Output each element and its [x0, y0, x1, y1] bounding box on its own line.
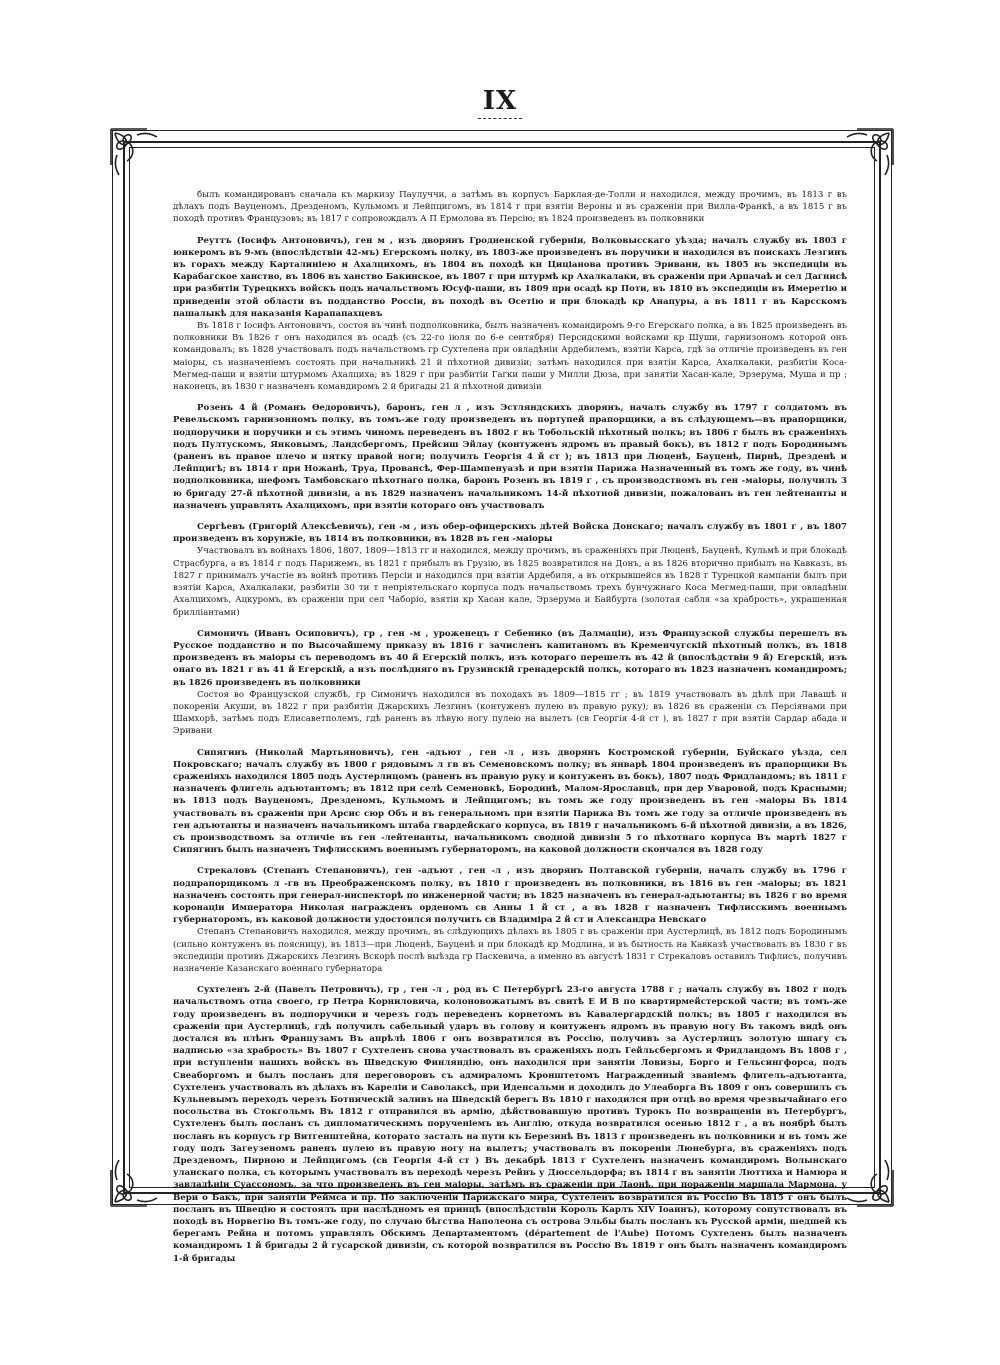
paragraph: Розенъ 4 й (Романъ Ѳедоровичъ), баронъ, ген л , изъ Эстляндскихъ дворянъ, началъ службу въ 1797 г солдатомъ въ Ревельскомъ гарнизонномъ полку, въ томъ-же году произведенъ въ портупей прапорщики, а въ слѣдующемъ—въ прапорщики, подпоручики и поручики и съ этимъ чиномъ переведенъ въ 1802 г въ Тобольскій пѣхотный полкъ; въ 1806 г былъ въ сраженіяхъ подъ Пултускомъ, Янковымъ, Ландсбергомъ, Прейсиш Эйлау (контуженъ ядромъ въ правый бокъ), въ 1812 г подъ Бородинымъ (раненъ въ правое плечо и пятку правой ноги; получилъ Георгія 4 й ст ); въ 1813 при Люценѣ, Бауценѣ, Пирнѣ, Дрезденѣ и Лейпцигѣ; въ 1814 г при Ножанѣ, Труа, Провансѣ, Фер-Шампенуазѣ и при взятіи Парижа Назначенный въ томъ же году, въ чинѣ подполковника, шефомъ Тамбовскаго пѣхотнаго полка, баронъ Розенъ въ 1819 г , съ производствомъ въ ген -маіоры, получилъ 3 ю бригаду 27-й пѣхотной дивизіи, а въ 1829 назначенъ начальникомъ 14-й пѣхотной дивизіи, пожалованъ въ ген лейтенанты и назначенъ управлять Ахалцихомъ, при взятіи котораго онъ участвовалъ: [173, 403, 847, 511]
paragraph: Сухтеленъ 2-й (Павелъ Петровичъ), гр , ген -л , род въ С Петербургѣ 23-го августа 1788 г ; началъ службу въ 1802 г подъ начальствомъ отца своего, гр Петра Корниловича, колоновожатымъ въ свитѣ Е И В по квартирмейстерской части; въ томъ-же году произведенъ въ подпоручики и черезъ годъ переведенъ корнетомъ въ Кавалергардскій полкъ; въ 1805 г находился въ сраженіи при Аустерлицѣ, гдѣ получилъ сабельный ударъ въ голову и контуженъ ядромъ въ правую ногу Въ такомъ видѣ онъ достался въ плѣнъ Французамъ Въ апрѣлѣ 1806 г онъ возвратился въ Россію, получивъ за Аустерлицъ золотую шпагу съ надписью «за храбрость» Въ 1807 г Сухтеленъ снова участвовалъ въ сраженіяхъ подъ Гейльсбергомъ и Фридландомъ Въ 1808 г , при вступленіи нашихъ войскъ въ Шведскую Финляндію, онъ находился при занятіи Ловизы, Борго и Гельсингфорса, подъ Свеаборгомъ и былъ посланъ для переговоровъ съ адмираломъ Кронштетомъ Награжденный званіемъ флигель-адъютанта, Сухтеленъ участвовалъ въ дѣлахъ въ Кареліи и Саволаксѣ, при Иденсальми и доходилъ до Улеаборга Въ 1809 г онъ совершилъ съ Кульневымъ переходъ черезъ Ботническій заливъ на Шведскій берегъ Въ 1810 г находился при отцѣ во время чрезвычайнаго его посольства въ Стокгольмъ Въ 1812 г отправился въ армію, дѣйствовавшую противъ Турокъ По возвращеніи въ Петербургъ, Сухтеленъ былъ посланъ съ дипломатическимъ порученіемъ въ Англію, откуда возвратился осенью 1812 г , а въ ноябрѣ былъ посланъ въ корпусъ гр Витгенштейна, которато засталъ на пути къ Березинѣ Въ 1813 г произведенъ въ полковники и въ томъ же году подъ Загеузеномъ раненъ пулею въ правую ногу на вылетъ; участвовалъ въ покореніи Люнебурга, въ сраженіяхъ подъ Дрезденомъ, Пирною и Лейпцигомъ (св Георгія 4-й ст ) Въ декабрѣ 1813 г Сухтеленъ назначенъ командиромъ Волынскаго уланскаго полка, съ которымъ участвовалъ въ переходѣ черезъ Рейнъ у Дюссельдорфа; въ 1814 г въ занятіи Люттиха и Намюра и завладѣніи Суассономъ, за что произведенъ въ ген маіоры, затѣмъ въ сраженіи при Лаонѣ, при пораженіи маршала Мармона, у Вери о Бакъ, при занятіи Реймса и пр. По заключеніи Парижскаго мира, Сухтеленъ возвратился въ Россію Въ 1815 г онъ былъ посланъ въ Швецію и состоялъ при наслѣдномъ ея принцѣ (впослѣдствіи Король Карлъ XIV Іоаннъ), которому сопутствовалъ въ походѣ въ Норвегію Въ томъ-же году, по случаю бѣгства Наполеона съ острова Эльбы былъ посланъ къ Русской арміи, шедшей къ берегамъ Рейна и потомъ управлялъ Обскимъ Департаментомъ (département de l'Aube) Потомъ Сухтеленъ былъ назначенъ командиромъ 1 й бригады 2 й гусарской дивизіи, съ которой возвратился въ Россію Въ 1819 г онъ былъ назначенъ командиромъ 1-й бригады: [173, 985, 847, 1264]
page-body: [173, 189, 847, 1264]
entry-strekalov: [173, 865, 847, 975]
paragraph: Въ 1818 г Іосифъ Антоновичъ, состоя въ чинѣ подполковника, былъ назначенъ командиромъ 9-го Егерскаго полка, а въ 1825 произведенъ въ полковники Въ 1826 г онъ находился въ осадѣ (съ 22-го іюля по 6-е сентября) Персидскими войсками кр Шуши, гарнизономъ которой онъ командовалъ; въ 1828 участвовалъ подъ начальствомъ гр Сухтелена при овладѣніи Ардебилемъ, взятіи Карса, гдѣ за отличіе произведенъ въ ген маіоры, съ назначеніемъ состоять при начальникѣ 21 й пѣхотной дивизіи; затѣмъ находился при взятіи Карса, Ахалкалаки, разбитіи Коса-Мегмед-паши и взятіи штурмомъ Ахалциха; въ 1829 г при разбитіи Гагки паши у Милли Дюза, при занятіи Хасан-кале, Эрзерума, Муша и пр ; наконецъ, въ 1830 г назначенъ командиромъ 2 й бригады 21 й пѣхотной дивизіи: [173, 321, 847, 393]
paragraph: Состоя во Французской службѣ, гр Симоничъ находился въ походахъ въ 1809—1815 гг ; въ 1819 участвовалъ въ дѣлѣ при Лавашѣ и покореніи Акуши, въ 1822 г при разбитіи Джарскихъ Лезгинъ (контуженъ пулею въ правую руку); въ 1826 въ сраженіи съ Персіянами при Шамхорѣ, затѣмъ подъ Елисаветполемъ, гдѣ раненъ въ лѣвую ногу пулею на вылетъ (св Георгія 4-й ст ), въ 1827 г при взятіи Сардар абада и Эривани: [173, 689, 847, 737]
paragraph: Стрекаловъ (Степанъ Степановичъ), ген -адъют , ген -л , изъ дворянъ Полтавской губерніи, началъ службу въ 1796 г подпрапорщикомъ л -гв въ Преображенскомъ полку, въ 1810 г произведенъ въ полковники, въ 1816 въ ген -маіоры; въ 1821 назначенъ состоять при генерал-инспекторѣ по инженерной части; въ 1825 назначенъ въ генерал-адъютанты; въ 1826 г во время коронаціи Императора Николая награжденъ орденомъ св Анны 1 й ст , а въ 1828 г назначенъ Тифлисскимъ военнымъ губернаторомъ, въ каковой должности удостоился получить св Владиміра 2 й ст и Александра Невскаго: [173, 866, 847, 926]
corner-ornament-icon: [107, 1140, 177, 1210]
paragraph: былъ командированъ сначала къ маркизу Паулуччи, а затѣмъ въ корпусъ Барклая-де-Толли и находился, между прочимъ, въ 1813 г въ дѣлахъ подъ Вауценомъ, Дрезденомъ, Кульмомъ и Лейпцигомъ, въ 1814 г при взятіи Вероны и въ сраженіи при Вилла-Франкѣ, а въ 1815 г въ походѣ противъ Французовъ; въ 1817 г сопровождалъ А П Ермолова въ Персію; въ 1824 произведенъ въ полковники: [173, 190, 847, 225]
corner-ornament-icon: [107, 125, 177, 195]
page-frame: [112, 130, 892, 1264]
entry-sipyagin: [173, 747, 847, 857]
entry-sukhtelen: [173, 984, 847, 1265]
entry-continuation: [173, 189, 847, 226]
paragraph: Реуттъ (Іосифъ Антоновичъ), ген м , изъ дворянъ Гродненской губерніи, Волковысскаго уѣзда; началъ службу въ 1803 г юнкеромъ въ 9-мъ (впослѣдствіи 42-мъ) Егерскомъ полку, въ 1803-же произведенъ въ поручики и находился въ поискахъ Лезгинъ въ горахъ между Карталиніею и Ахалцихомъ, въ 1804 въ походѣ кн Циціанова противъ Эривани, въ 1805 въ экспедиціи въ Карабагское ханство, въ 1806 въ ханство Бакинское, въ 1807 г при штурмѣ кр Ахалкалаки, въ сраженіи при Арпачаѣ и сел Дагнисѣ при разбитіи Турецкихъ войскъ подъ начальствомъ Юсуф-паши, въ 1809 при осадѣ кр Поти, въ 1810 въ экспедиціи въ Имеретію и приведеніи этой области въ подданство Россіи, въ походѣ въ Осетію и при блокадѣ кр Анапуры, а въ 1811 г въ Карсскомъ пашалыкѣ для наказанія Карапапахцевъ: [173, 235, 847, 319]
entry-sergeev: [173, 521, 847, 619]
paragraph: Участвовалъ въ войнахъ 1806, 1807, 1809—1813 гг и находился, между прочимъ, въ сраженіяхъ при Люценѣ, Бауценѣ, Кульмѣ и при блокадѣ Страсбурга, а въ 1814 г подъ Парижемъ, въ 1821 г прибылъ въ Грузію, въ 1825 возвратился на Донъ, а въ 1826 вторично прибылъ на Кавказъ, въ 1827 г принималъ участіе въ войнѣ противъ Персіи и находился при взятіи Ардебиля, а въ открывшейся въ 1828 г Турецкой кампаніи былъ при взятіи Карса, Ахалкалаки, разбитіи 30 ти т непріятельскаго корпуса подъ начальствомъ трехъ бунчужнаго Коса Мегмед-паши, при овладѣніи Ахалцихомъ, Ацкуромъ, въ сраженіи при сел Чаборіо, взятіи кр Хасан кале, Эрзерума и Байбурта (золотая сабля «за храбрость», украшенная брилліантами): [173, 546, 847, 618]
entry-simonich: [173, 628, 847, 738]
paragraph: Сергѣевъ (Григорій Алексѣевичъ), ген -м , изъ обер-офицерскихъ дѣтей Войска Донскаго; началъ службу въ 1801 г , въ 1807 произведенъ въ хорунжіе, въ 1814 въ полковники, въ 1828 въ ген -маіоры: [173, 522, 847, 545]
entry-rozen: [173, 402, 847, 512]
entry-reutt: [173, 235, 847, 394]
corner-ornament-icon: [827, 125, 897, 195]
paragraph: Степанъ Степановичъ находился, между прочимъ, въ слѣдующихъ дѣлахъ въ 1805 г въ сраженіи при Аустерлицѣ, въ 1812 подъ Бородинымъ (сильно контуженъ въ поясницу), въ 1813—при Люценѣ, Бауценѣ и при блокадѣ кр Модлина, и въ бытность на Кавказѣ участвовалъ въ 1830 г въ экспедиціи противъ Джарскихъ Лезгинъ Вскорѣ послѣ выѣзда гр Паскевича, а именно въ августѣ 1831 г Стрекаловъ оставилъ Тифлисъ, получивъ назначеніе Казанскаго военнаго губернатора: [173, 927, 847, 974]
paragraph: Сипягинъ (Николай Мартьяновичъ), ген -адъют , ген -л , изъ дворянъ Костромской губерніи, Буйскаго уѣзда, сел Покровскаго; началъ службу въ 1800 г рядовымъ л гв въ Семеновскомъ полку; въ январѣ 1804 произведенъ въ прапорщики Въ сраженіяхъ находился 1805 подъ Аустерлицомъ (раненъ въ правую руку и контуженъ въ бокъ), 1807 подъ Фридландомъ; въ 1811 г назначенъ флигель адъютантомъ; въ 1812 при селѣ Семеновкѣ, Бородинѣ, Малом-Ярославцѣ, при дер Уваровой, подъ Красными; въ 1813 подъ Вауценомъ, Дрезденомъ, Кульмомъ и Лейпцигомъ; въ томъ же году произведенъ въ ген -маіоры Въ 1814 участвовалъ въ сраженіи при Арсис сюр Объ и въ генеральномъ при взятіи Парижа Въ томъ же году за отличіе произведенъ въ ген адъютанты и назначенъ начальникомъ штаба гвардейскаго корпуса, въ 1819 г начальникомъ 6-й пѣхотной дивизіи, а въ 1826, съ производствомъ за отличіе въ ген -лейтенанты, начальникомъ сводной дивизіи 5 го пѣхотнаго корпуса Въ мартѣ 1827 г Сипягинъ былъ назначенъ Тифлисскимъ военнымъ губернаторомъ, на каковой должности скончался въ 1828 году: [173, 747, 847, 856]
page-number-rule: [478, 118, 522, 119]
paragraph: Симоничъ (Иванъ Осиповичъ), гр , ген -м , уроженецъ г Себенико (въ Далмаціи), изъ Французской службы перешелъ въ Русское подданство и по Высочайшему приказу въ 1816 г зачисленъ капитаномъ въ Кременчугскій пѣхотный полкъ, въ 1818 произведенъ въ маіоры съ переводомъ въ 40 й Егерскій полкъ, изъ котораго перешелъ въ 42 й (впослѣдствіи 9 й) Егерскій, изъ онаго въ 1821 г въ 41 й Егерскій, а изъ послѣдняго въ Грузинскій гренадерскій полкъ, котораго въ 1823 назначенъ командиромъ; въ 1826 произведенъ въ полковники: [173, 628, 847, 688]
page-number: IX: [482, 86, 518, 116]
